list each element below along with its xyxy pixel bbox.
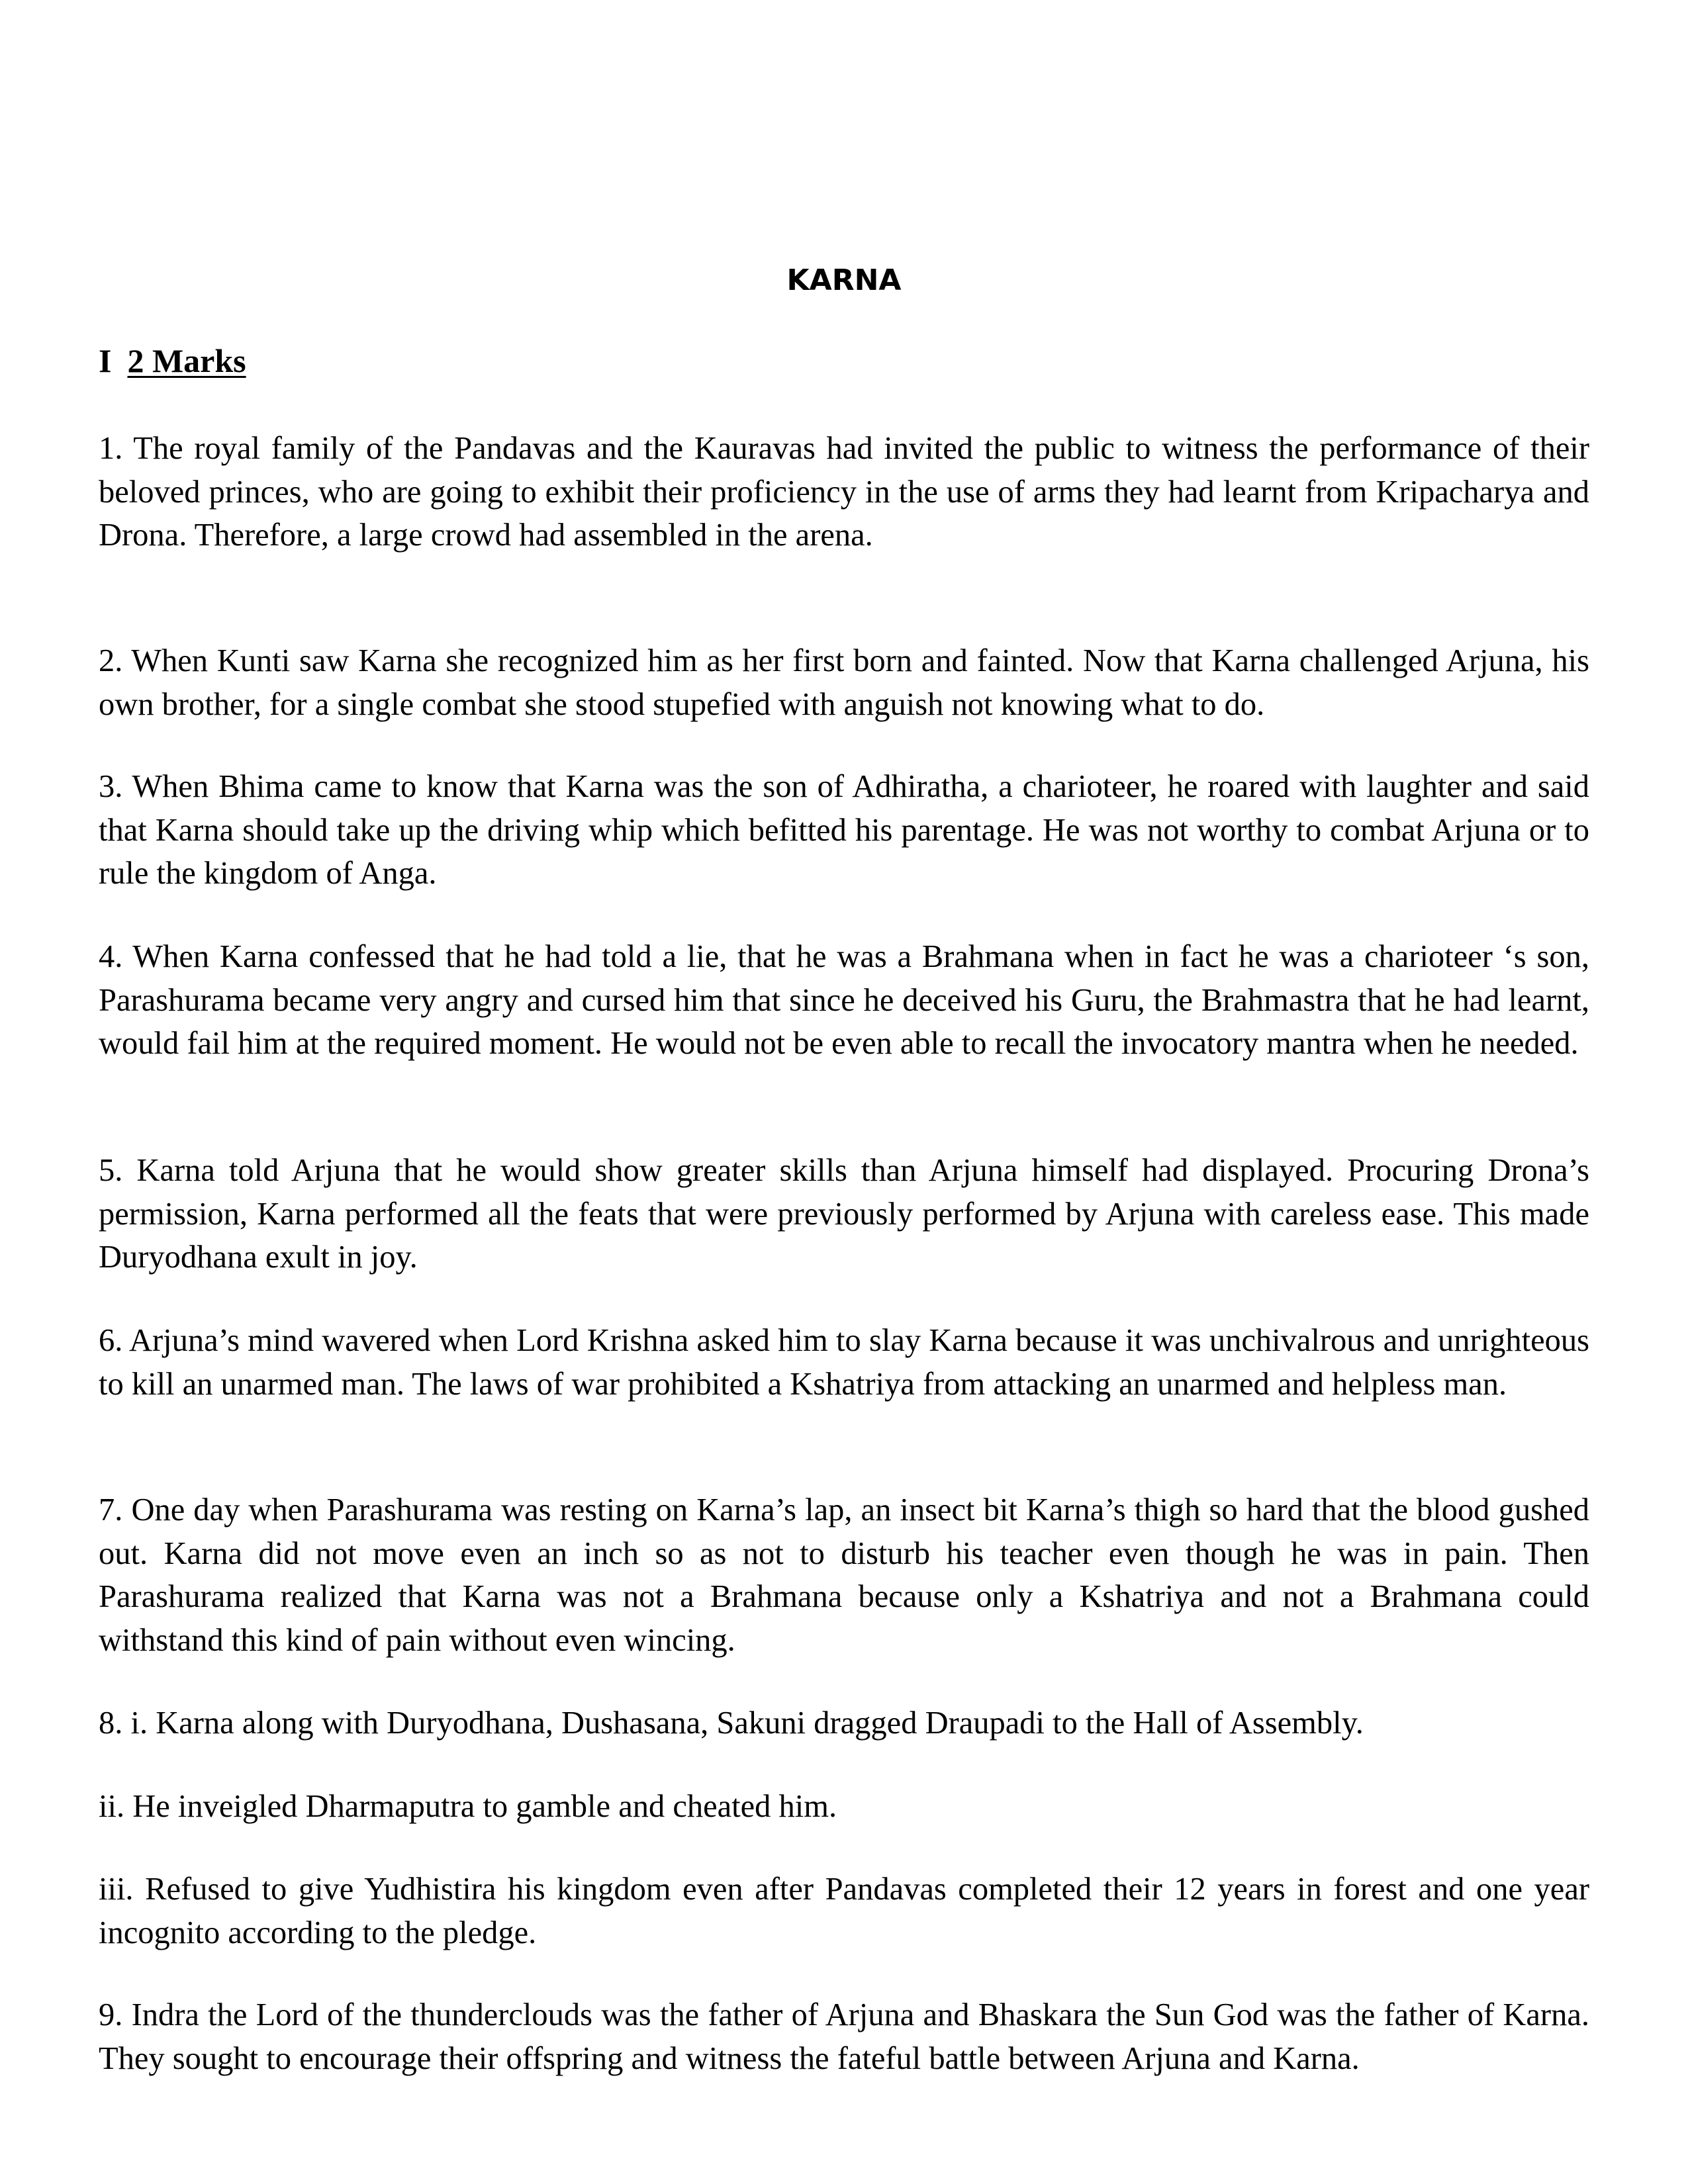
answer-4: 4. When Karna confessed that he had told a lie, that he was a Brahmana when in fact he was a charioteer ‘s son, Parashurama became very angry and cursed him that since he deceived his Guru, the Brahmastra that he had learnt, would fail him at the required moment. He would not be even able to recall the invocatory mantra when he needed. bbox=[99, 939, 1589, 1061]
answer-6: 6. Arjuna’s mind wavered when Lord Krishna asked him to slay Karna because it was unchivalrous and unrighteous to kill an unarmed man. The laws of war prohibited a Kshatriya from attacking an unarmed and helpless man. bbox=[99, 1323, 1589, 1402]
answer-3: 3. When Bhima came to know that Karna was the son of Adhiratha, a charioteer, he roared with laughter and said that Karna should take up the driving whip which befitted his parentage. He was not worthy to combat Arjuna or to rule the kingdom of Anga. bbox=[99, 769, 1589, 891]
answer-5: 5. Karna told Arjuna that he would show greater skills than Arjuna himself had displayed. Procuring Drona’s permission, Karna performed all the feats that were previously performed by Arjuna with careless ease. This made Duryodhana exult in joy. bbox=[99, 1153, 1589, 1275]
answer-2: 2. When Kunti saw Karna she recognized him as her first born and fainted. Now that Karna challenged Arjuna, his own brother, for a single combat she stood stupefied with anguish not knowing what to do. bbox=[99, 643, 1589, 722]
answer-7: 7. One day when Parashurama was resting on Karna’s lap, an insect bit Karna’s thigh so hard that the blood gushed out. Karna did not move even an inch so as not to disturb his teacher even though he was in pain. Then Parashurama realized that Karna was not a Brahmana because only a Kshatriya and not a Brahmana could withstand this kind of pain without even wincing. bbox=[99, 1492, 1589, 1658]
section-label: 2 Marks bbox=[127, 342, 246, 379]
section-number: I bbox=[99, 342, 112, 379]
answer-8-iii: iii. Refused to give Yudhistira his kingdom even after Pandavas completed their 12 years in forest and one year incognito according to the pledge. bbox=[99, 1872, 1589, 1950]
answer-9: 9. Indra the Lord of the thunderclouds was the father of Arjuna and Bhaskara the Sun God was the father of Karna. They sought to encourage their offspring and witness the fateful battle between Arjuna and Karna. bbox=[99, 1997, 1589, 2076]
answer-8-i: 8. i. Karna along with Duryodhana, Dushasana, Sakuni dragged Draupadi to the Hall of Assembly. bbox=[99, 1706, 1364, 1741]
answer-8-ii: ii. He inveigled Dharmaputra to gamble and cheated him. bbox=[99, 1789, 837, 1824]
answer-1: 1. The royal family of the Pandavas and the Kauravas had invited the public to witness the performance of their beloved princes, who are going to exhibit their proficiency in the use of arms they had learnt from Kripacharya and Drona. Therefore, a large crowd had assembled in the arena. bbox=[99, 431, 1589, 553]
section-heading bbox=[99, 341, 246, 380]
document-title: KARNA bbox=[786, 263, 902, 297]
